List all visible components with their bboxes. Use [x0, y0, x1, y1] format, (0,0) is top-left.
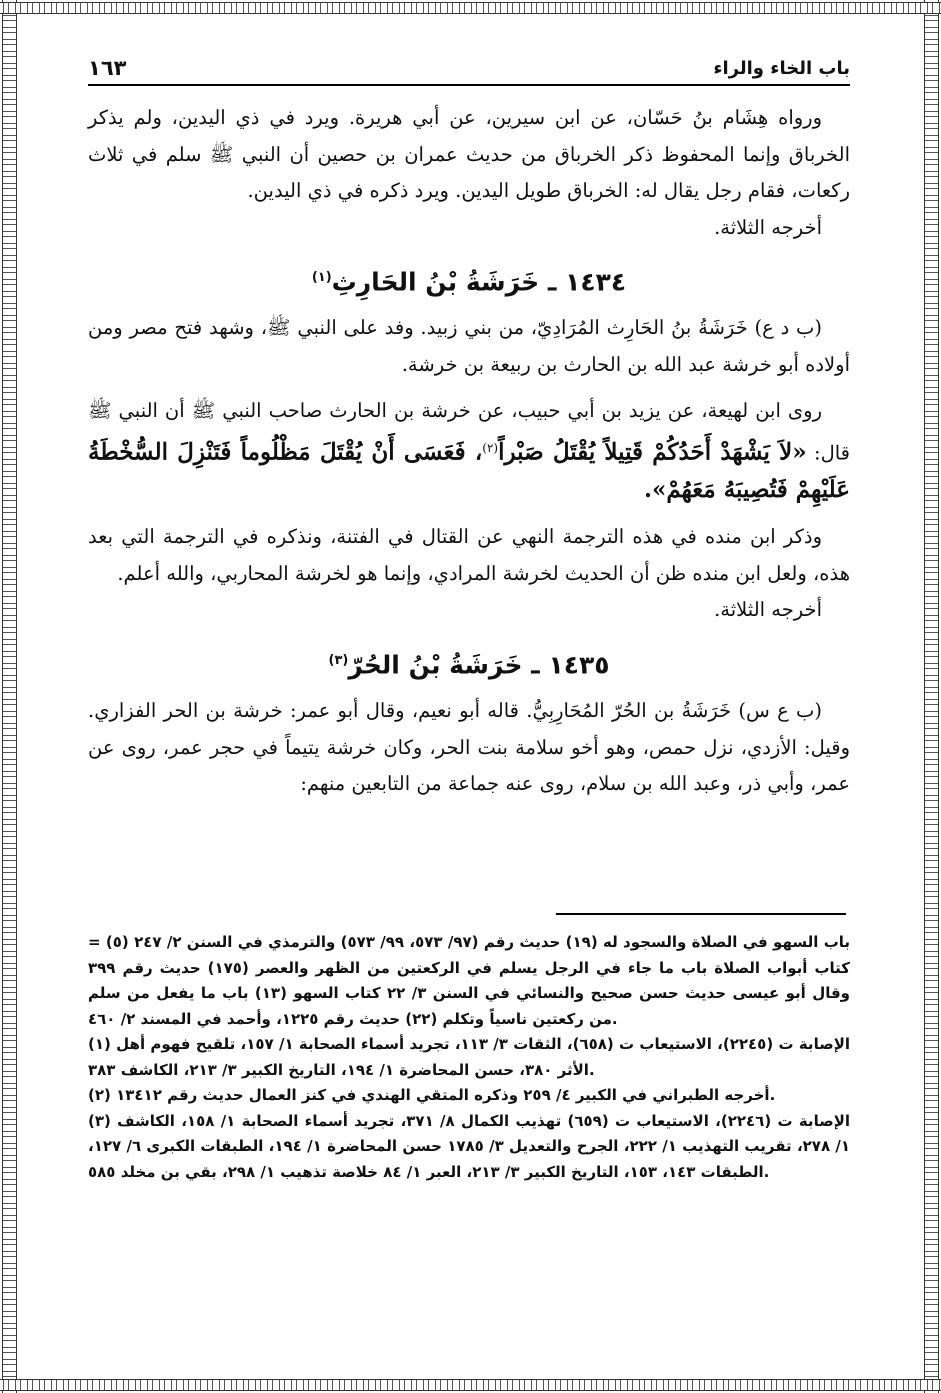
footnote: (٣) الإصابة ت (٢٢٤٦)، الاستيعاب ت (٦٥٩) تهذيب الكمال ٨/ ٣٧١، تجريد أسماء الصحابة ١/ ١٥٨، الكاشف ١/ ٢٧٨، تقريب التهذيب ١/ ٢٢٢، الجرح والتعديل ٣/ ١٧٨٥ حسن المحاضرة ١/ ١٩٤، الطبقات الكبرى ٦/ ١٢٧، الطبقات ١٤٣، ١٥٣، التاريخ الكبير ٣/ ٢١٣، العبر ١/ ٨٤ خلاصة تذهيب ١/ ٢٩٨، بقي بن مخلد ٥٨٥.	[88, 1111, 851, 1181]
page-number: ١٦٣	[88, 56, 127, 80]
footnote: (٢) أخرجه الطبراني في الكبير ٤/ ٢٥٩ وذكره المتقي الهندي في كنز العمال حديث رقم ١٣٤١٢.	[88, 1086, 776, 1104]
entry-title: ١٤٣٥ ـ خَرَشَةُ بْنُ الحُرّ	[348, 650, 610, 680]
paragraph: ورواه هِشَام بنُ حَسّان، عن ابن سيرين، عن أبي هريرة. ويرد في ذي اليدين، ولم يذكر الخرباق وإنما المحفوظ ذكر الخرباق من حديث عمران بن حصين أن النبي ﷺ سلم في ثلاث ركعات، فقام رجل يقال له: الخرباق طويل اليدين. ويرد ذكره في ذي اليدين.	[88, 106, 850, 202]
entry-heading	[88, 641, 850, 685]
hadith-text: «لاَ يَشْهَدْ أَحَدُكُمْ قَتِيلاً يُقْتَلُ صَبْراً	[498, 438, 807, 466]
entry-heading	[88, 258, 850, 302]
decorative-border-top	[0, 2, 941, 14]
paragraph	[88, 393, 850, 509]
narration-text: روى ابن لهيعة، عن يزيد بن أبي حبيب، عن خرشة بن الحارث صاحب النبي ﷺ أن النبي ﷺ قال:	[88, 399, 851, 465]
footnote: = (٥) باب السهو في الصلاة والسجود له (١٩) حديث رقم (٩٧/ ٥٧٣، ٩٩/ ٥٧٣) والترمذي في السنن ٢/ ٢٤٧ كتاب أبواب الصلاة باب ما جاء في الرجل يسلم في الركعتين من الظهر والعصر (١٧٥) حديث رقم ٣٩٩ وقال أبو عيسى حديث حسن صحيح والنسائي في السنن ٣/ ٢٢ كتاب السهو (١٣) باب ما يفعل من سلم من ركعتين ناسياً وتكلم (٢٢) حديث رقم ١٢٢٥، وأحمد في المسند ٢/ ٤٦٠.	[88, 933, 851, 1028]
footnote-ref: (٢)	[482, 440, 499, 455]
paragraph: (ب ع س) خَرَشَةُ بن الحُرّ المُحَارِبِيُّ. قاله أبو نعيم، وقال أبو عمر: خرشة بن الحر الفزاري. وقيل: الأزدي، نزل حمص، وهو أخو سلامة بنت الحر، وكان خرشة يتيماً في حجر عمر، روى عن عمر، وأبي ذر، وعبد الله بن سلام، روى عنه جماعة من التابعين منهم:	[88, 699, 850, 796]
hadith-text: ، فَعَسَى أَنْ يُقْتَلَ مَظْلُوماً فَتَنْزِلَ السُّخْطَةُ عَلَيْهِمْ فَتُصِيبَهُ مَعَهُمْ».	[88, 438, 850, 503]
decorative-border-left	[2, 0, 17, 1393]
page-header	[88, 58, 850, 86]
running-head: باب الخاء والراء	[713, 58, 850, 79]
decorative-border-right	[924, 0, 939, 1393]
paragraph: وذكر ابن منده في هذه الترجمة النهي عن القتال في الفتنة، ونذكره في الترجمة التي بعد هذه، ولعل ابن منده ظن أن الحديث لخرشة المرادي، وإنما هو لخرشة المحاربي، والله أعلم.	[88, 525, 850, 585]
footnote-ref: (١)	[311, 270, 332, 285]
paragraph: (ب د ع) خَرَشَةُ بنُ الحَارِث المُرَادِيّ، من بني زبيد. وفد على النبي ﷺ، وشهد فتح مصر ومن أولاده أبو خرشة عبد الله بن الحارث بن ربيعة بن خرشة.	[88, 316, 850, 376]
paragraph: أخرجه الثلاثة.	[714, 598, 822, 622]
entry-title: ١٤٣٤ ـ خَرَشَةُ بْنُ الحَارِثِ	[331, 267, 627, 297]
footnote-ref: (٣)	[328, 652, 349, 668]
footnote-separator	[556, 913, 846, 915]
paragraph: أخرجه الثلاثة.	[714, 215, 822, 239]
footnote: (١) الإصابة ت (٢٢٤٥)، الاستيعاب ت (٦٥٨)، الثقات ٣/ ١١٣، تجريد أسماء الصحابة ١/ ١٥٧، تلقيح فهوم أهل الأثر ٣٨٠، حسن المحاضرة ١/ ١٩٤، التاريخ الكبير ٣/ ٢١٣، الكاشف ٣٨٣.	[88, 1035, 851, 1079]
main-text	[88, 100, 850, 803]
decorative-border-bottom	[0, 1379, 941, 1391]
footnotes	[88, 930, 850, 1185]
book-page	[88, 58, 850, 803]
